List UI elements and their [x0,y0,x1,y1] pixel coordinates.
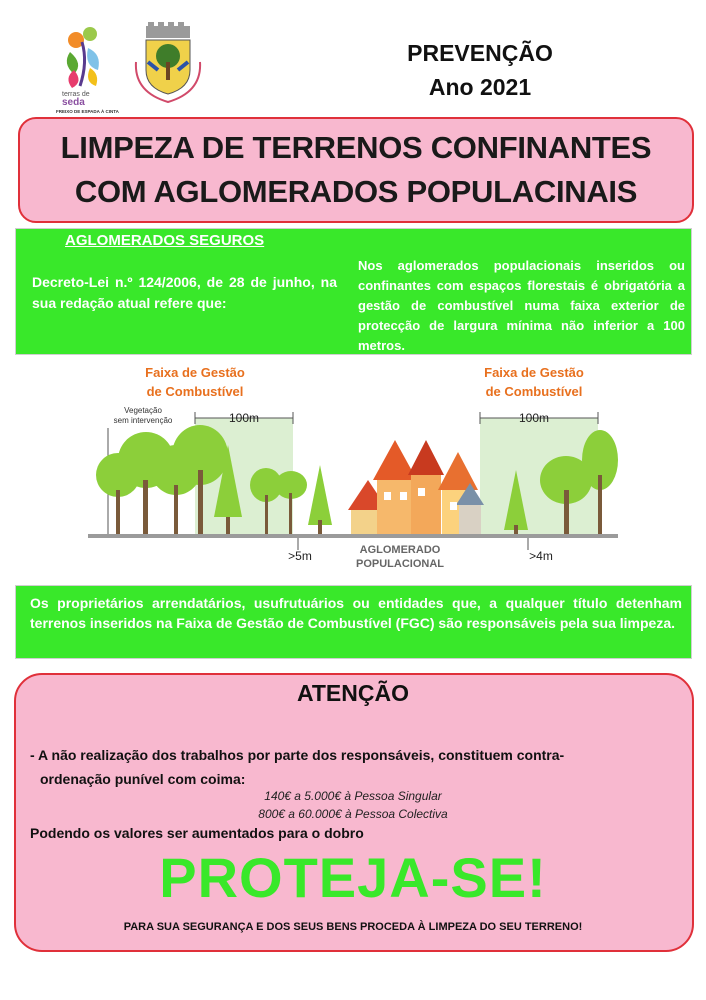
attention-title: ATENÇÃO [296,680,409,706]
main-title-box [18,117,694,223]
slogan: PROTEJA-SE! [159,846,547,909]
attention-line1: - A não realização dos trabalhos por parte dos responsáveis, constituem contra- [30,747,565,763]
price-colectiva: 800€ a 60.000€ à Pessoa Colectiva [258,807,448,821]
faixa-left-line1: Faixa de Gestão [145,365,245,380]
aglomerado-line2: POPULACIONAL [356,558,444,570]
aglomerado-line1: AGLOMERADO [359,544,441,556]
podendo-text: Podendo os valores ser aumentados para o dobro [30,825,364,841]
prevention-title: PREVENÇÃO [407,40,553,66]
attention-text [30,743,690,791]
gap-right: >4m [529,549,553,563]
main-title-line2: COM AGLOMERADOS POPULACINAIS [74,174,638,209]
responsibility-text: Os proprietários arrendatários, usufrutuários ou entidades que, a qualquer título detenham terrenos inseridos na Faixa de Gestão de Combustível (FGC) são responsáveis pela sua limpeza. [30,595,682,631]
year-label: Ano 2021 [428,74,532,100]
prevention-header [380,36,580,104]
vegetation-label-1: Vegetação [124,406,162,415]
info-left-text: Decreto-Lei n.º 124/2006, de 28 de junho, na sua redação atual refere que: [32,274,337,311]
attention-line2: ordenação punível com coima: [40,771,246,787]
footer-text: PARA SUA SEGURANÇA E DOS SEUS BENS PROCEDA À LIMPEZA DO SEU TERRENO! [123,921,583,933]
faixa-right-line1: Faixa de Gestão [484,365,584,380]
gap-left: >5m [288,549,312,563]
info-right-text: Nos aglomerados populacionais inseridos ou confinantes com espaços florestais é obrigatória a gestão de combustível numa faixa exterior de protecção de largura mínima não inferior a 100 metros. [358,258,685,353]
fuel-management-diagram [88,360,618,580]
faixa-right-line2: de Combustível [485,384,583,399]
ground-line [88,534,618,538]
logo-line1: terras de [62,91,90,98]
terras-de-seda-logo [56,22,128,114]
main-title-line1: LIMPEZA DE TERRENOS CONFINANTES [60,130,652,165]
vegetation-label-2: sem intervenção [113,416,173,425]
left-distance: 100m [228,411,260,425]
logo-line2: seda [62,97,85,108]
price-singular: 140€ a 5.000€ à Pessoa Singular [264,789,442,803]
info-heading: AGLOMERADOS SEGUROS [65,232,265,249]
logo-line3: FREIXO DE ESPADA À CINTA [56,109,119,114]
right-distance: 100m [518,411,550,425]
faixa-left-line2: de Combustível [146,384,244,399]
municipal-crest-logo [134,22,206,114]
